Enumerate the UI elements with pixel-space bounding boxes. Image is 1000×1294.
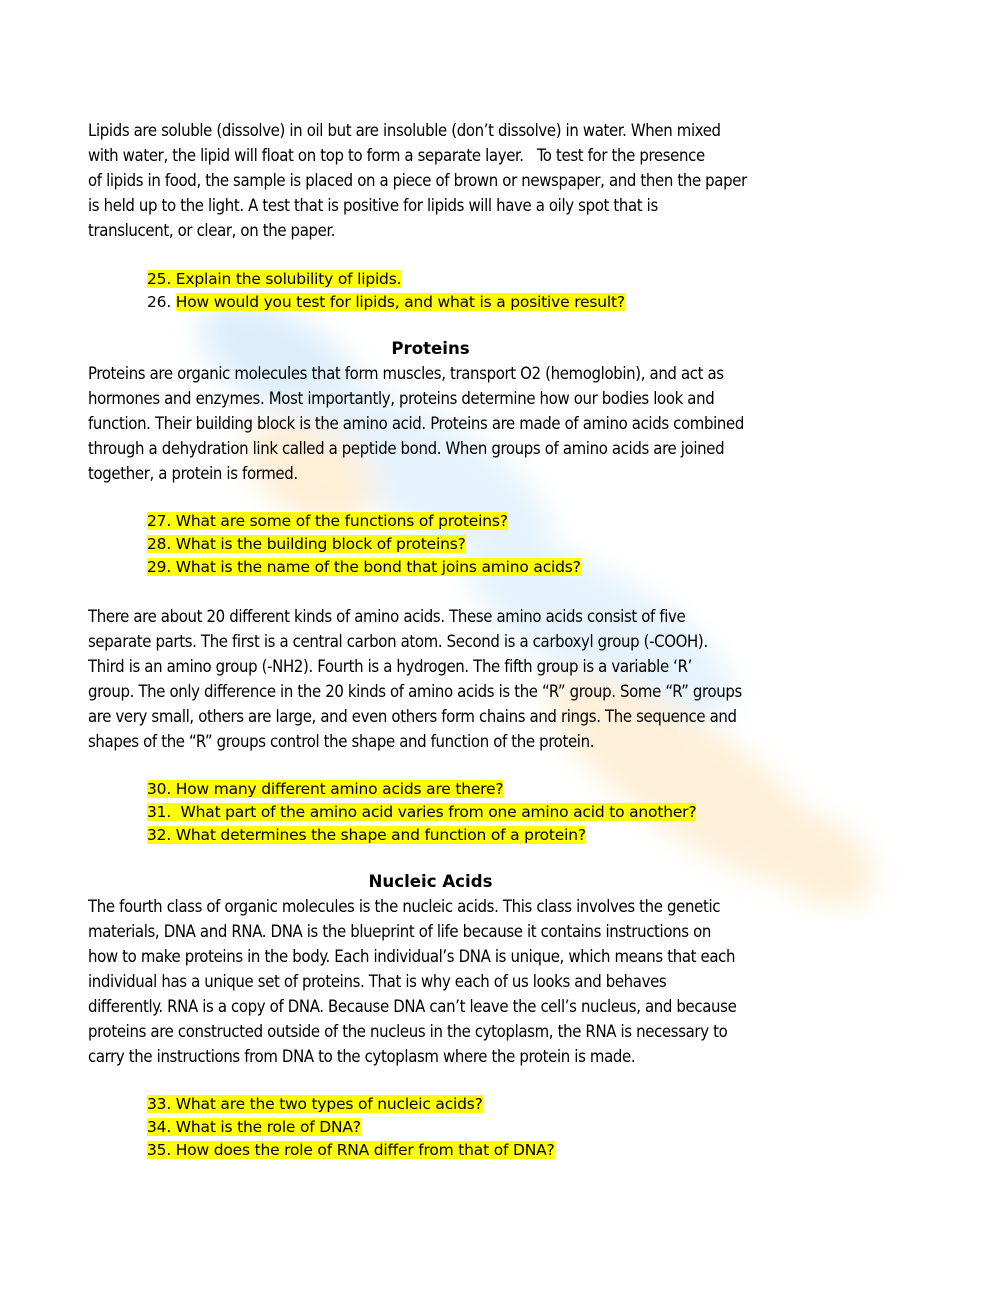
text-line: of lipids in food, the sample is placed on a piece of brown or newspaper, and then the paper (88, 171, 747, 190)
question-text: How does the role of RNA differ from that of DNA? (175, 1141, 555, 1159)
text-line: are very small, others are large, and even others form chains and rings. The sequence and (88, 707, 737, 726)
proteins-paragraph (88, 361, 863, 486)
document-page (88, 118, 863, 1162)
question-item (147, 1116, 863, 1139)
question-number: 31. (147, 803, 181, 821)
question-text: Explain the solubility of lipids. (175, 270, 402, 288)
lipids-paragraph (88, 118, 863, 243)
section-heading-proteins: Proteins (391, 339, 470, 358)
question-item (147, 510, 863, 533)
question-text: What is the role of DNA? (175, 1118, 361, 1136)
text-line: is held up to the light. A test that is positive for lipids will have a oily spot that is (88, 196, 658, 215)
text-line: how to make proteins in the body. Each individual’s DNA is unique, which means that each (88, 947, 736, 966)
question-item (147, 1093, 863, 1116)
text-line: together, a protein is formed. (88, 464, 298, 483)
question-number: 28. (147, 535, 176, 553)
text-line: Third is an amino group (-NH2). Fourth is a hydrogen. The fifth group is a variable ‘R’ (88, 657, 692, 676)
amino-acids-questions (88, 778, 863, 847)
text-line: hormones and enzymes. Most importantly, proteins determine how our bodies look and (88, 389, 715, 408)
text-line: differently. RNA is a copy of DNA. Because DNA can’t leave the cell’s nucleus, and because (88, 997, 737, 1016)
question-text: What part of the amino acid varies from one amino acid to another? (180, 803, 697, 821)
question-text: What are the two types of nucleic acids? (175, 1095, 483, 1113)
text-line: proteins are constructed outside of the nucleus in the cytoplasm, the RNA is necessary to (88, 1022, 728, 1041)
question-text: How many different amino acids are there? (175, 780, 504, 798)
text-line: through a dehydration link called a peptide bond. When groups of amino acids are joined (88, 439, 725, 458)
question-text: What are some of the functions of proteins? (175, 512, 508, 530)
question-number: 30. (147, 780, 176, 798)
question-item (147, 1139, 863, 1162)
text-line: There are about 20 different kinds of amino acids. These amino acids consist of five (88, 607, 686, 626)
question-text: How would you test for lipids, and what is a positive result? (175, 293, 625, 311)
question-number: 25. (147, 270, 176, 288)
section-heading-nucleic-acids: Nucleic Acids (368, 872, 493, 891)
question-number: 27. (147, 512, 176, 530)
question-text: What determines the shape and function of a protein? (175, 826, 586, 844)
question-number: 33. (147, 1095, 176, 1113)
lipids-questions (88, 268, 863, 314)
question-number: 35. (147, 1141, 176, 1159)
question-item (147, 268, 863, 291)
question-item (147, 291, 863, 314)
question-item (147, 533, 863, 556)
question-number: 26. (147, 293, 176, 311)
text-line: function. Their building block is the amino acid. Proteins are made of amino acids combined (88, 414, 745, 433)
text-line: with water, the lipid will float on top to form a separate layer. To test for the presence (88, 146, 705, 165)
text-line: carry the instructions from DNA to the cytoplasm where the protein is made. (88, 1047, 636, 1066)
text-line: Proteins are organic molecules that form muscles, transport O2 (hemoglobin), and act as (88, 364, 724, 383)
question-number: 32. (147, 826, 176, 844)
question-number: 34. (147, 1118, 176, 1136)
question-item (147, 824, 863, 847)
text-line: materials, DNA and RNA. DNA is the blueprint of life because it contains instructions on (88, 922, 711, 941)
text-line: group. The only difference in the 20 kinds of amino acids is the “R” group. Some “R” groups (88, 682, 742, 701)
question-number: 29. (147, 558, 176, 576)
text-line: The fourth class of organic molecules is the nucleic acids. This class involves the genetic (88, 897, 721, 916)
question-item (147, 778, 863, 801)
text-line: shapes of the “R” groups control the shape and function of the protein. (88, 732, 595, 751)
text-line: translucent, or clear, on the paper. (88, 221, 336, 240)
nucleic-acids-questions (88, 1093, 863, 1162)
question-text: What is the name of the bond that joins amino acids? (175, 558, 581, 576)
amino-acids-paragraph (88, 604, 863, 754)
question-item (147, 556, 863, 579)
question-item (147, 801, 863, 824)
text-line: individual has a unique set of proteins. That is why each of us looks and behaves (88, 972, 667, 991)
question-text: What is the building block of proteins? (175, 535, 466, 553)
nucleic-acids-paragraph (88, 894, 863, 1069)
text-line: Lipids are soluble (dissolve) in oil but are insoluble (don’t dissolve) in water. When mixed (88, 121, 721, 140)
text-line: separate parts. The first is a central carbon atom. Second is a carboxyl group (-COOH). (88, 632, 708, 651)
proteins-questions (88, 510, 863, 579)
